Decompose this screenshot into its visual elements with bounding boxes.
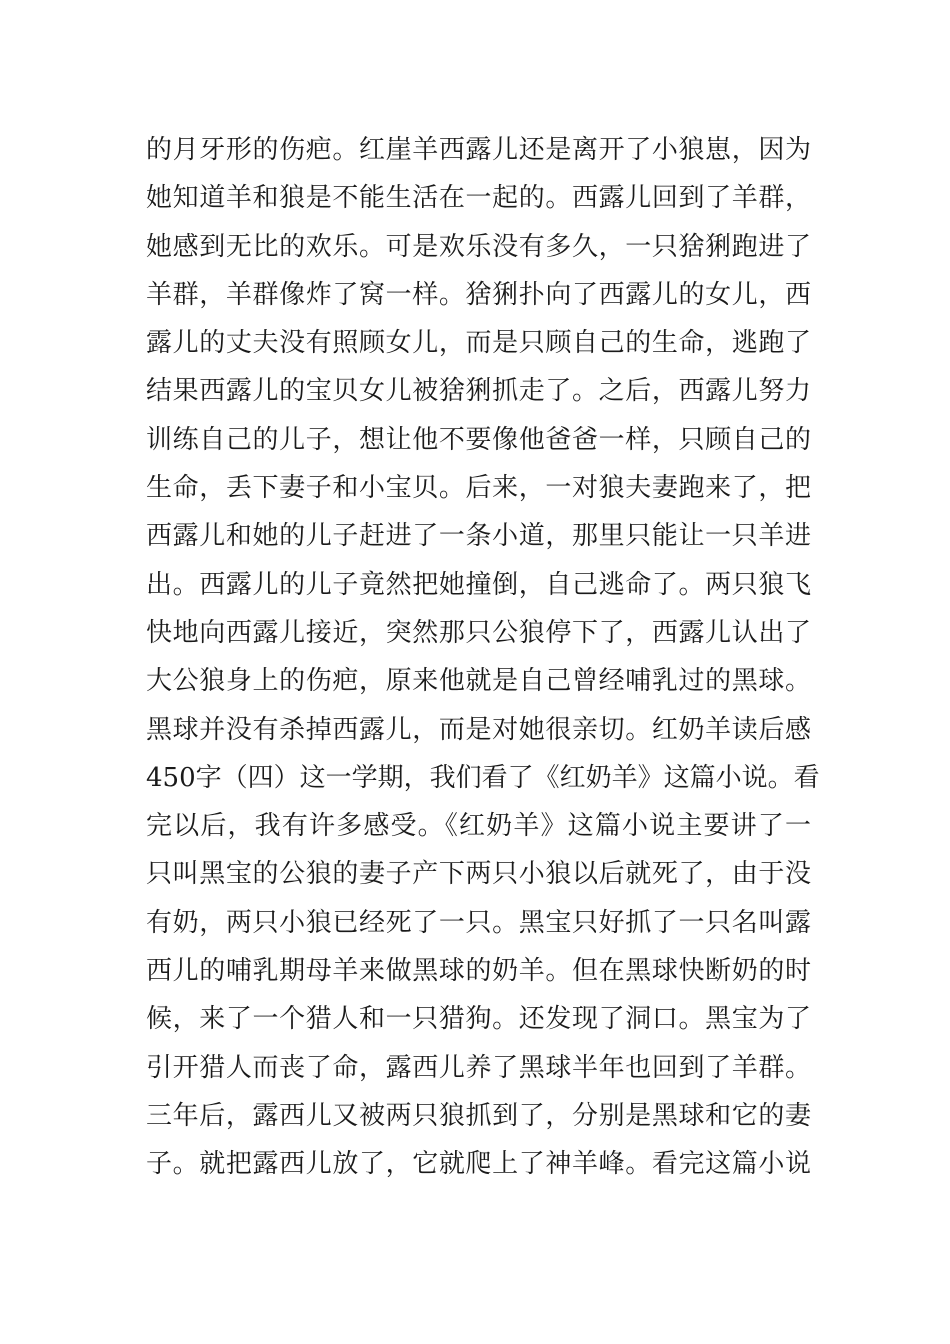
text-line: 只叫黑宝的公狼的妻子产下两只小狼以后就死了，由于没 (146, 859, 811, 890)
text-line: 生命，丢下妻子和小宝贝。后来，一对狼夫妻跑来了，把 (146, 473, 811, 504)
text-line: 羊群，羊群像炸了窝一样。猞猁扑向了西露儿的女儿，西 (146, 279, 811, 310)
text-line: 完以后，我有许多感受。《红奶羊》这篇小说主要讲了一 (146, 811, 811, 842)
text-line: 出。西露儿的儿子竟然把她撞倒，自己逃命了。两只狼飞 (146, 569, 811, 600)
text-line: 西露儿和她的儿子赶进了一条小道，那里只能让一只羊进 (146, 521, 811, 552)
text-line: 450字（四）这一学期，我们看了《红奶羊》这篇小说。看 (146, 762, 820, 793)
text-line: 三年后，露西儿又被两只狼抓到了，分别是黑球和它的妻 (146, 1100, 811, 1131)
text-line: 引开猎人而丧了命，露西儿养了黑球半年也回到了羊群。 (146, 1052, 811, 1083)
text-line: 训练自己的儿子，想让他不要像他爸爸一样，只顾自己的 (146, 424, 811, 455)
text-line: 的月牙形的伤疤。红崖羊西露儿还是离开了小狼崽，因为 (146, 135, 811, 165)
text-line: 西儿的哺乳期母羊来做黑球的奶羊。但在黑球快断奶的时 (146, 956, 811, 987)
text-line: 子。就把露西儿放了，它就爬上了神羊峰。看完这篇小说 (146, 1149, 811, 1180)
body-text (146, 126, 820, 1189)
text-line: 大公狼身上的伤疤，原来他就是自己曾经哺乳过的黑球。 (146, 666, 811, 697)
text-line: 她感到无比的欢乐。可是欢乐没有多久，一只猞猁跑进了 (146, 231, 811, 262)
text-line: 她知道羊和狼是不能生活在一起的。西露儿回到了羊群， (146, 183, 811, 214)
text-line: 露儿的丈夫没有照顾女儿，而是只顾自己的生命，逃跑了 (146, 328, 811, 359)
text-line: 有奶，两只小狼已经死了一只。黑宝只好抓了一只名叫露 (146, 907, 811, 938)
text-line: 黑球并没有杀掉西露儿，而是对她很亲切。红奶羊读后感 (146, 714, 811, 745)
text-line: 快地向西露儿接近，突然那只公狼停下了，西露儿认出了 (146, 617, 811, 648)
text-line: 结果西露儿的宝贝女儿被猞猁抓走了。之后，西露儿努力 (146, 376, 811, 407)
text-line: 候，来了一个猎人和一只猎狗。还发现了洞口。黑宝为了 (146, 1004, 811, 1035)
